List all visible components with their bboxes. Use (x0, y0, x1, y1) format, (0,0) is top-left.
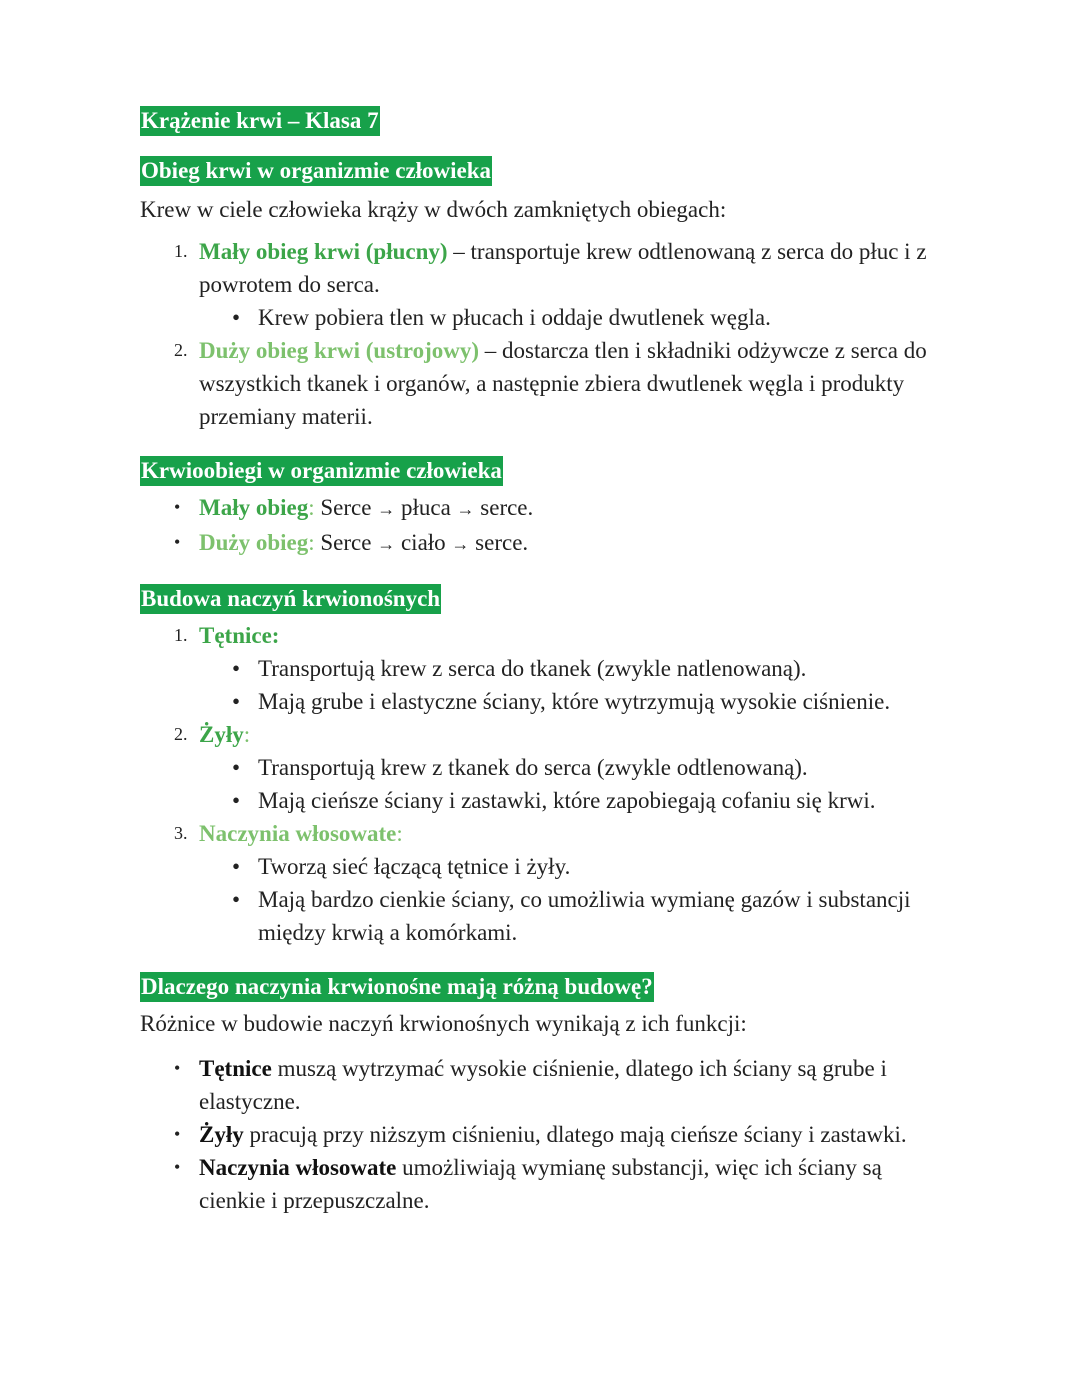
sub-list-item (140, 652, 950, 685)
bullet-icon: • (174, 1058, 181, 1078)
bullet-icon: • (232, 755, 241, 780)
term-naczynia-wlosowate: Naczynia włosowate (199, 1155, 397, 1180)
document-page (140, 104, 950, 1217)
arrow-right-icon: → (377, 534, 396, 554)
path-step: serce. (469, 530, 529, 555)
item-text: pracują przy niższym ciśnieniu, dlatego mają cieńsze ściany i zastawki. (243, 1122, 907, 1147)
list-item (140, 1052, 950, 1118)
bullet-icon: • (174, 1157, 181, 1177)
section-heading-row (140, 454, 950, 487)
numbered-list-budowa (140, 619, 950, 949)
section-heading-row (140, 582, 950, 615)
list-item (140, 526, 950, 561)
item-text: umożliwiają wymianę substancji, więc ich ściany są cienkie i przepuszczalne. (199, 1155, 882, 1213)
path-step: ciało (395, 530, 452, 555)
term-maly-obieg: Mały obieg krwi (płucny) (199, 239, 448, 264)
section-heading-row (140, 970, 950, 1003)
bullet-icon: • (232, 887, 241, 912)
section-heading-row (140, 154, 950, 187)
colon: : (396, 821, 403, 846)
item-text: – dostarcza tlen i składniki odżywcze z serca do wszystkich tkanek i organów, a następnie zbiera dwutlenek węgla i produkty przemiany materii. (199, 338, 927, 429)
path-step: płuca (395, 495, 457, 520)
list-item (140, 235, 950, 301)
sub-list-item (140, 751, 950, 784)
list-number: 2. (174, 340, 188, 360)
list-item (140, 718, 950, 751)
term-tetnice: Tętnice (199, 1056, 272, 1081)
title-row (140, 104, 950, 137)
bullet-icon: • (232, 689, 241, 714)
bullet-icon: • (174, 497, 181, 517)
bullet-icon: • (232, 854, 241, 879)
sub-item-text: Tworzą sieć łączącą tętnice i żyły. (258, 854, 571, 879)
sub-list-item (140, 685, 950, 718)
section-heading-budowa: Budowa naczyń krwionośnych (140, 584, 441, 614)
sub-list-item (140, 883, 950, 949)
section-heading-krwioobiegi: Krwioobiegi w organizmie człowieka (140, 456, 503, 486)
term-maly-obieg: Mały obieg (199, 495, 309, 520)
sub-item-text: Mają bardzo cienkie ściany, co umożliwia wymianę gazów i substancji między krwią a komórkami. (258, 887, 911, 945)
arrow-right-icon: → (377, 499, 396, 519)
colon: : (308, 495, 315, 520)
item-text: – transportuje krew odtlenowaną z serca do płuc i z powrotem do serca. (199, 239, 927, 297)
numbered-list-obieg (140, 235, 950, 433)
sub-item-text: Transportują krew z serca do tkanek (zwykle natlenowaną). (258, 656, 807, 681)
list-item (140, 619, 950, 652)
term-duzy-obieg: Duży obieg krwi (ustrojowy) (199, 338, 480, 363)
sub-item-text: Transportują krew z tkanek do serca (zwykle odtlenowaną). (258, 755, 808, 780)
colon: : (308, 530, 315, 555)
sub-item-text: Mają cieńsze ściany i zastawki, które zapobiegają cofaniu się krwi. (258, 788, 876, 813)
path-step: Serce (314, 495, 378, 520)
sub-item-text: Mają grube i elastyczne ściany, które wytrzymują wysokie ciśnienie. (258, 689, 891, 714)
term-tetnice: Tętnice: (199, 623, 280, 648)
section-intro: Krew w ciele człowieka krąży w dwóch zamkniętych obiegach: (140, 197, 727, 222)
bullet-icon: • (232, 656, 241, 681)
sub-list-item (140, 850, 950, 883)
list-number: 1. (174, 241, 188, 261)
bullet-icon: • (232, 305, 241, 330)
arrow-right-icon: → (456, 499, 475, 519)
path-step: Serce (314, 530, 378, 555)
colon: : (243, 722, 251, 747)
bullet-list-krwioobiegi (140, 491, 950, 561)
sub-item-text: Krew pobiera tlen w płucach i oddaje dwutlenek węgla. (258, 305, 771, 330)
term-duzy-obieg: Duży obieg (199, 530, 309, 555)
term-zyly: Żyły (199, 1122, 244, 1147)
list-item (140, 1118, 950, 1151)
list-item (140, 491, 950, 526)
sub-list-item (140, 301, 950, 334)
list-number: 1. (174, 625, 188, 645)
term-zyly: Żyły (199, 722, 244, 747)
path-step: serce. (474, 495, 534, 520)
section-intro: Różnice w budowie naczyń krwionośnych wynikają z ich funkcji: (140, 1011, 747, 1036)
list-number: 3. (174, 823, 188, 843)
arrow-right-icon: → (451, 534, 470, 554)
bullet-icon: • (174, 532, 181, 552)
bullet-icon: • (232, 788, 241, 813)
section-heading-obieg: Obieg krwi w organizmie człowieka (140, 156, 492, 186)
bullet-icon: • (174, 1124, 181, 1144)
section-heading-dlaczego: Dlaczego naczynia krwionośne mają różną budowę? (140, 972, 654, 1002)
list-item (140, 1151, 950, 1217)
list-number: 2. (174, 724, 188, 744)
sub-list-item (140, 784, 950, 817)
bullet-list-roznice (140, 1052, 950, 1217)
list-item (140, 334, 950, 433)
term-naczynia-wlosowate: Naczynia włosowate (199, 821, 397, 846)
document-title: Krążenie krwi – Klasa 7 (140, 106, 380, 136)
list-item (140, 817, 950, 850)
item-text: muszą wytrzymać wysokie ciśnienie, dlatego ich ściany są grube i elastyczne. (199, 1056, 887, 1114)
